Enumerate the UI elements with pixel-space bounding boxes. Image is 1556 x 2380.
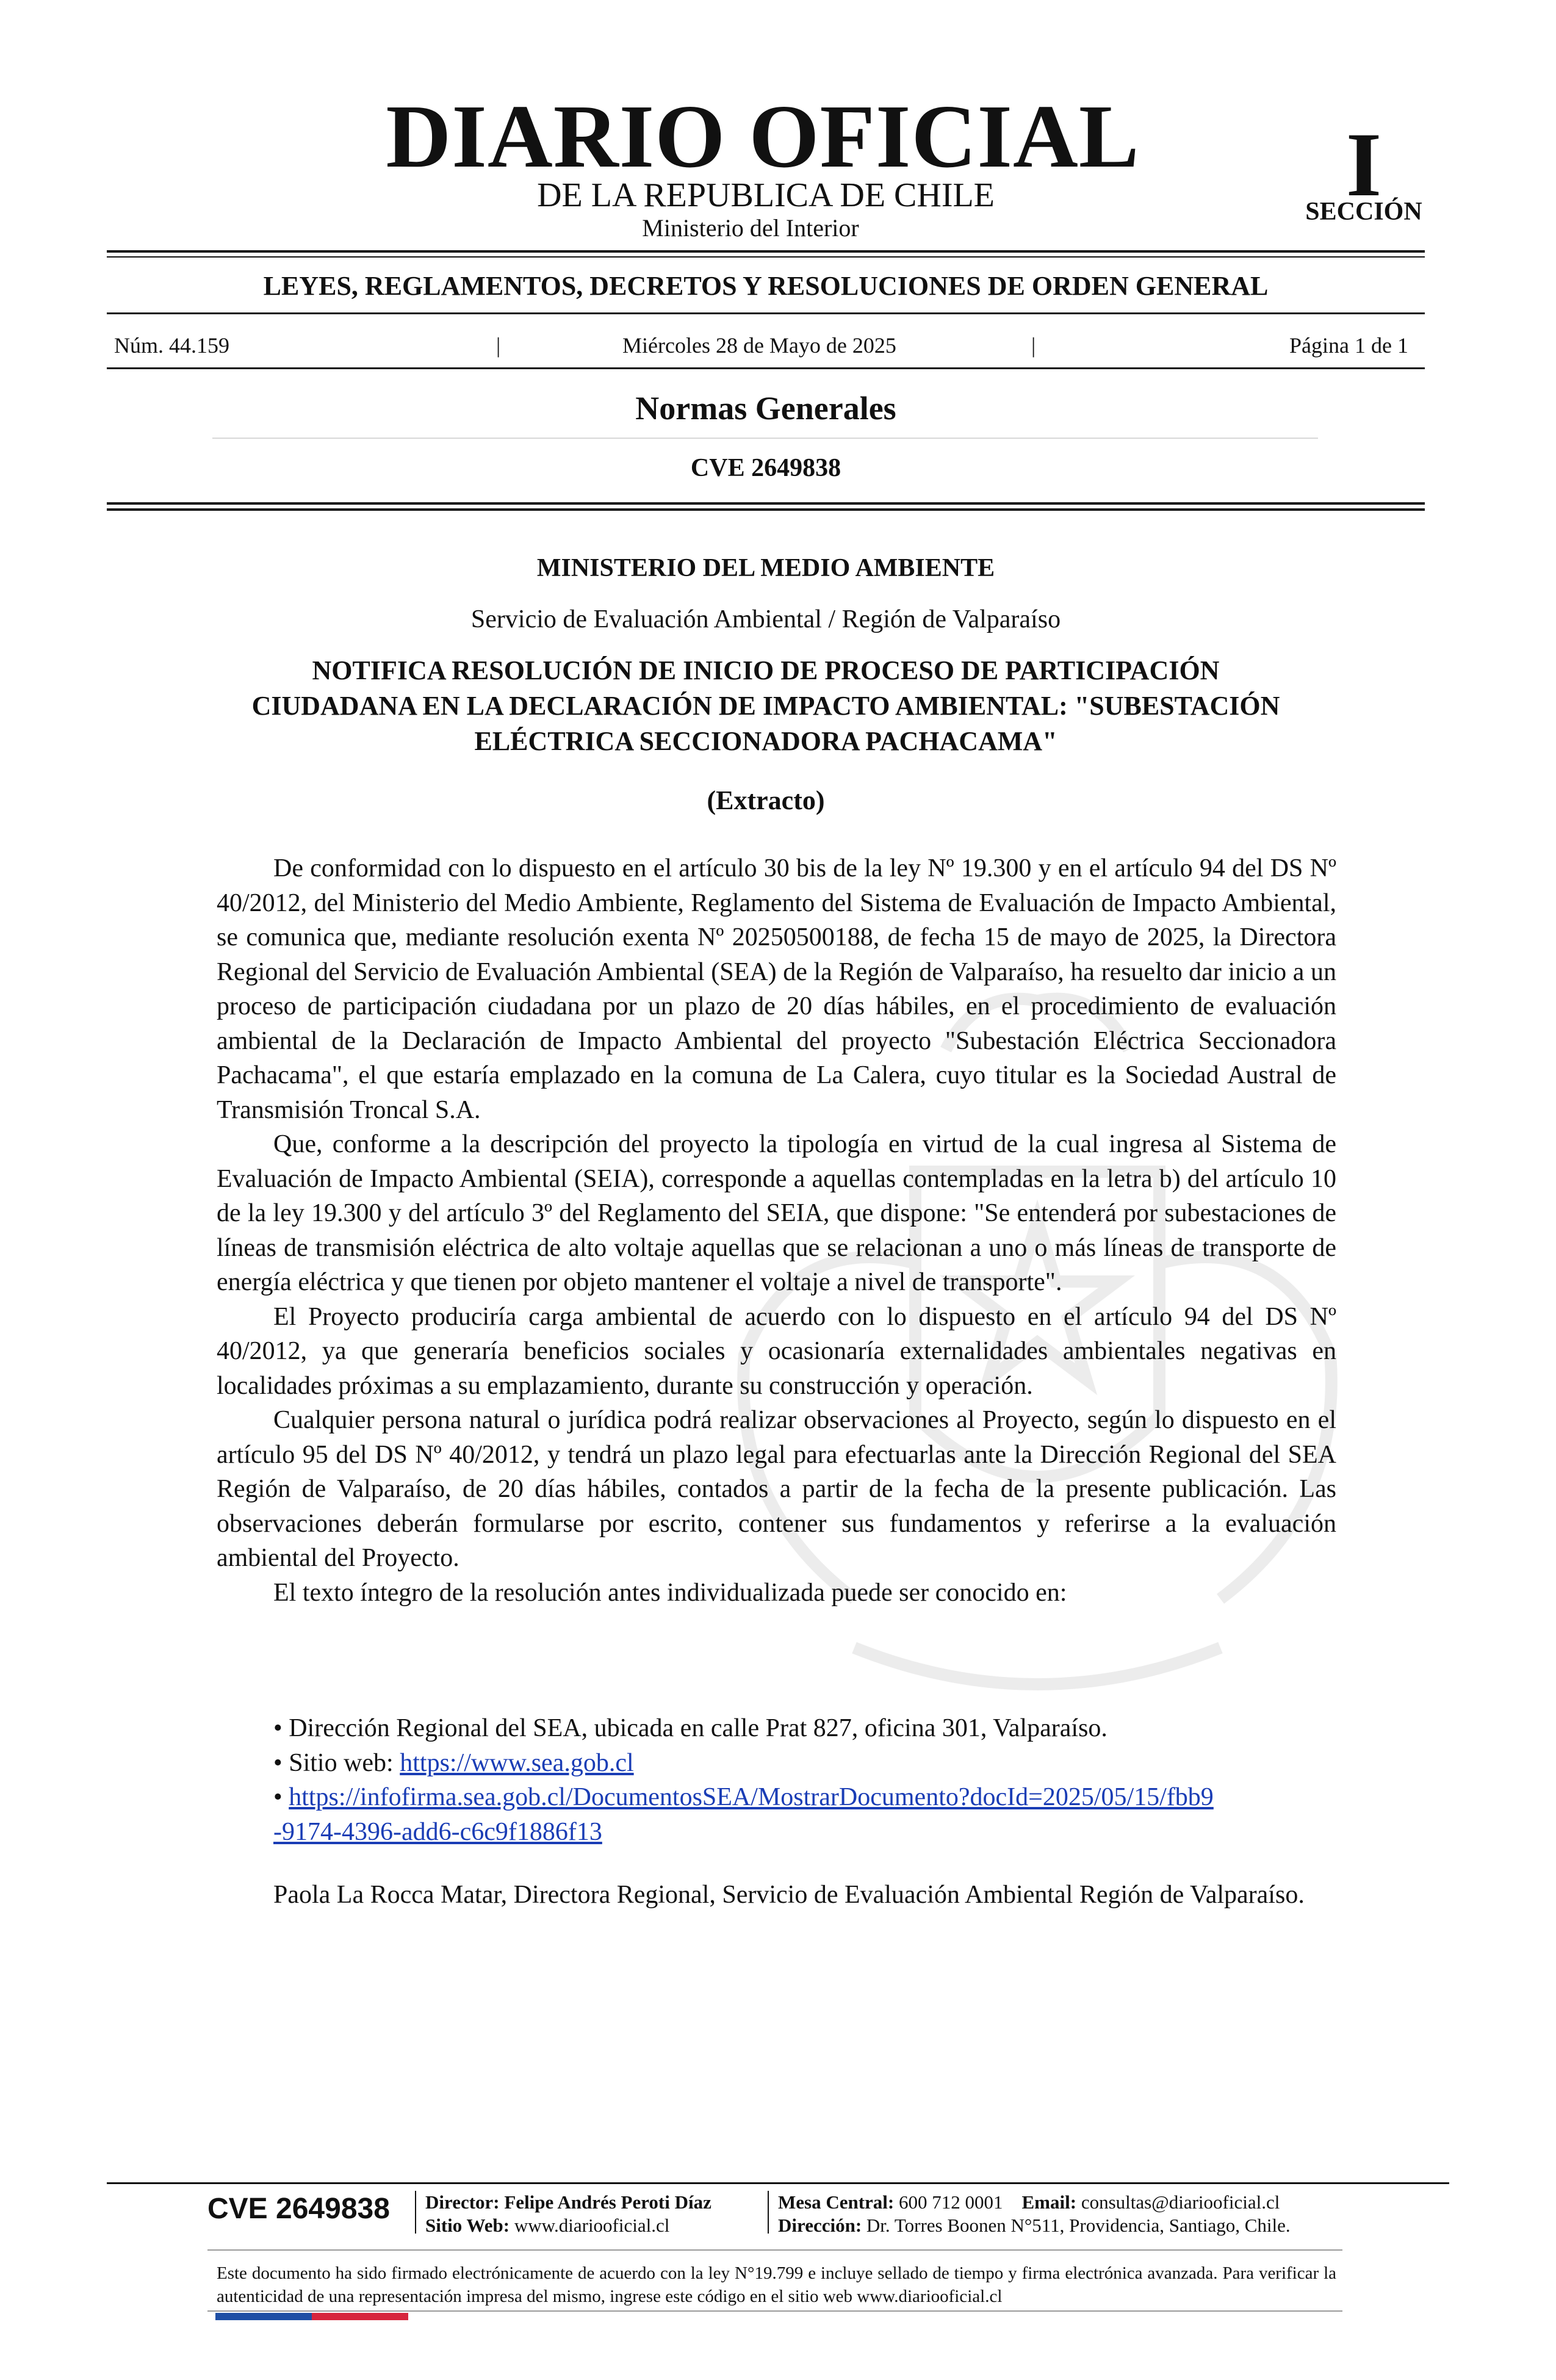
header-double-rule-b <box>107 508 1425 511</box>
body-paragraph: Cualquier persona natural o jurídica podrá realizar observaciones al Proyecto, según lo dispuesto en el artículo 95 del DS Nº 40/2012, y tendrá un plazo legal para efectuarlas ante la Dirección Regional del SEA Región de Valparaíso, de 20 días hábiles, contados a partir de la fecha de la presente publicación. Las observaciones deberán formularse por escrito, contener sus fundamentos y referirse a la evaluación ambiental del Proyecto. <box>217 1406 1336 1572</box>
footer-director: Director: Felipe Andrés Peroti Díaz <box>425 2191 711 2213</box>
body-paragraph: De conformidad con lo dispuesto en el artículo 30 bis de la ley Nº 19.300 y en el artículo 94 del DS Nº 40/2012, del Ministerio del Medio Ambiente, Reglamento del Sistema de Evaluación de Impacto Ambiental, se comunica que, mediante resolución exenta Nº 20250500188, de fecha 15 de mayo de 2025, la Directora Regional del Servicio de Evaluación Ambiental (SEA) de la Región de Valparaíso, ha resuelto dar inicio a un proceso de participación ciudadana por un plazo de 20 días hábiles, en el procedimiento de evaluación ambiental de la Declaración de Impacto Ambiental del proyecto "Subestación Eléctrica Seccionadora Pachacama", el que estaría emplazado en la comuna de La Calera, cuyo titular es la Sociedad Austral de Transmisión Troncal S.A. <box>217 854 1336 1124</box>
resource-list <box>273 1711 1347 1849</box>
bullet-marker: • <box>273 1748 283 1777</box>
footer-divider-1 <box>415 2191 416 2234</box>
footer-address: Dirección: Dr. Torres Boonen N°511, Providencia, Santiago, Chile. <box>778 2215 1291 2236</box>
headline-line: CIUDADANA EN LA DECLARACIÓN DE IMPACTO AMBIENTAL: "SUBESTACIÓN <box>251 691 1280 721</box>
meta-separator-1: | <box>496 333 501 358</box>
page-number: Página 1 de 1 <box>1289 333 1408 358</box>
body-paragraph: El texto íntegro de la resolución antes individualizada puede ser conocido en: <box>273 1578 1067 1607</box>
resolution-document-link-continued[interactable]: -9174-4396-add6-c6c9f1886f13 <box>273 1817 602 1846</box>
document-headline <box>195 653 1336 759</box>
cve-code: CVE 2649838 <box>690 454 841 482</box>
footer-rule-mid <box>207 2249 1342 2251</box>
masthead-rule-thin <box>107 256 1425 258</box>
category-heading: LEYES, REGLAMENTOS, DECRETOS Y RESOLUCIONES DE ORDEN GENERAL <box>263 271 1269 301</box>
issuing-ministry: MINISTERIO DEL MEDIO AMBIENTE <box>536 554 995 582</box>
list-item <box>273 1746 1347 1781</box>
footer-site: Sitio Web: www.diariooficial.cl <box>425 2215 670 2236</box>
bullet-marker: • <box>273 1783 283 1811</box>
list-item-label: Sitio web: <box>289 1748 394 1777</box>
section-number: I <box>1345 114 1382 215</box>
flag-stripe-blue <box>215 2313 312 2320</box>
footer-rule-top <box>107 2182 1449 2184</box>
section-label: SECCIÓN <box>1305 198 1422 226</box>
signature: Paola La Rocca Matar, Directora Regional, Servicio de Evaluación Ambiental Región de Valparaíso. <box>273 1881 1305 1909</box>
resolution-document-link[interactable]: https://infofirma.sea.gob.cl/DocumentosSEA/MostrarDocumento?docId=2025/05/15/fbb9 <box>289 1783 1214 1811</box>
list-item <box>273 1780 1347 1849</box>
list-item-text: Dirección Regional del SEA, ubicada en calle Prat 827, oficina 301, Valparaíso. <box>289 1714 1108 1742</box>
meta-separator-2: | <box>1031 333 1036 358</box>
body-paragraph: El Proyecto produciría carga ambiental de acuerdo con lo dispuesto en el artículo 94 del DS Nº 40/2012, ya que generaría beneficios sociales y ocasionaría externalidades ambientales negativas en localidades próximas a su emplazamiento, durante su construcción y operación. <box>217 1302 1336 1400</box>
issue-date: Miércoles 28 de Mayo de 2025 <box>622 333 896 358</box>
footer-director-block <box>425 2191 711 2237</box>
section-title: Normas Generales <box>635 390 896 427</box>
meta-rule <box>107 367 1425 369</box>
footer-phone-email: Mesa Central: 600 712 0001 Email: consultas@diariooficial.cl <box>778 2191 1280 2213</box>
headline-line: ELÉCTRICA SECCIONADORA PACHACAMA" <box>474 726 1057 756</box>
footer-rule-bottom <box>207 2310 1342 2312</box>
masthead-subtitle: DE LA REPUBLICA DE CHILE <box>537 176 995 214</box>
category-rule <box>107 312 1425 314</box>
header-double-rule-a <box>107 502 1425 505</box>
masthead-ministry: Ministerio del Interior <box>642 214 859 242</box>
issue-number: Núm. 44.159 <box>114 333 229 358</box>
body-paragraph: Que, conforme a la descripción del proyecto la tipología en virtud de la cual ingresa al Sistema de Evaluación de Impacto Ambiental (SEIA), corresponde a aquellas contempladas en la letra b) del artículo 10 de la ley 19.300 y del artículo 3º del Reglamento del SEIA, que dispone: "Se entenderá por subestaciones de líneas de transmisión eléctrica de alto voltaje aquellas que se relacionan a uno o más líneas de transporte de energía eléctrica y que tienen por objeto mantener el voltaje a nivel de transporte". <box>217 1130 1336 1296</box>
document-body <box>217 851 1336 1610</box>
masthead-title: DIARIO OFICIAL <box>386 87 1140 187</box>
flag-stripe-red <box>312 2313 408 2320</box>
headline-line: NOTIFICA RESOLUCIÓN DE INICIO DE PROCESO DE PARTICIPACIÓN <box>312 655 1220 685</box>
footer-cve-code: CVE 2649838 <box>207 2193 390 2225</box>
bullet-marker: • <box>273 1714 283 1742</box>
footer-contact-block <box>778 2191 1291 2237</box>
footer-divider-2 <box>768 2191 769 2234</box>
masthead-rule-top <box>107 250 1425 253</box>
footer-signature-note: Este documento ha sido firmado electrónicamente de acuerdo con la ley N°19.799 e incluye sellado de tiempo y firma electrónica avanzada. Para verificar la autenticidad de una representación impresa del mismo, ingrese este código en el sitio web www.diariooficial.cl <box>217 2263 1336 2306</box>
section-title-divider <box>212 438 1318 439</box>
list-item <box>273 1711 1347 1746</box>
extract-label: (Extracto) <box>707 785 825 815</box>
sea-website-link[interactable]: https://www.sea.gob.cl <box>400 1748 634 1777</box>
issuing-service: Servicio de Evaluación Ambiental / Región de Valparaíso <box>470 605 1061 633</box>
